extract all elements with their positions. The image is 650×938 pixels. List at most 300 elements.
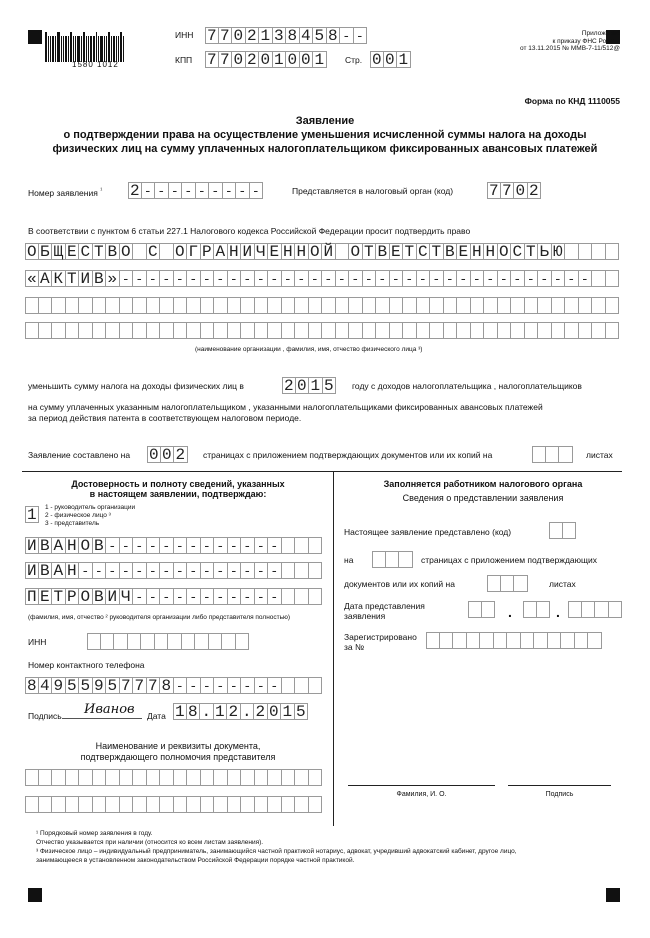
appendix-line-3: от 13.11.2015 № ММВ-7-11/512@	[520, 45, 620, 52]
char-cell: -	[457, 270, 471, 287]
char-cell: -	[160, 537, 174, 554]
char-cell	[106, 796, 120, 813]
char-cell: -	[214, 677, 228, 694]
officer-sheets-cells	[487, 575, 528, 592]
date-label: Дата	[147, 711, 166, 721]
char-cell	[120, 297, 134, 314]
char-cell	[471, 322, 485, 339]
char-cell: -	[214, 588, 228, 605]
char-cell: 1	[259, 27, 273, 44]
char-cell: Е	[268, 243, 282, 260]
char-cell	[214, 322, 228, 339]
char-cell: Т	[66, 270, 80, 287]
char-cell	[101, 633, 115, 650]
officer-signature-line	[508, 785, 611, 786]
char-cell	[609, 601, 623, 618]
char-cell: 5	[295, 703, 309, 720]
char-cell: -	[511, 270, 525, 287]
char-cell: -	[155, 182, 169, 199]
char-cell	[39, 297, 53, 314]
reduce-text-3: за период действия патента в соответствующем налоговом периоде.	[28, 413, 302, 423]
reduce-text-2: на сумму уплаченных указанным налогоплательщиком , указанными налогоплательщиками фиксированных авансовых платежей	[28, 402, 543, 412]
char-cell: -	[228, 562, 242, 579]
char-cell: 7	[147, 677, 161, 694]
char-cell: 9	[93, 677, 107, 694]
char-cell: О	[174, 243, 188, 260]
char-cell	[295, 537, 309, 554]
barcode-bar	[57, 32, 60, 62]
registered-label	[344, 632, 417, 652]
char-cell: -	[268, 562, 282, 579]
char-cell	[322, 297, 336, 314]
char-cell	[282, 588, 296, 605]
char-cell: -	[430, 270, 444, 287]
title-line-2: о подтверждении права на осуществление уменьшения исчисленной суммы налога на доходы	[63, 129, 587, 141]
char-cell: -	[187, 677, 201, 694]
footnote-3a: ³ Физическое лицо – индивидуальный предприниматель, занимающийся частной практикой нотариус, адвокат, учредивший адвокатский кабинет, другое лицо,	[36, 848, 517, 855]
officer-on-label: на	[344, 555, 354, 565]
char-cell	[228, 769, 242, 786]
submission-date-label	[344, 601, 425, 621]
char-cell	[93, 769, 107, 786]
char-cell	[66, 297, 80, 314]
char-cell: -	[255, 677, 269, 694]
role-option-3: 3 - представитель	[45, 520, 100, 527]
char-cell	[538, 297, 552, 314]
char-cell: -	[196, 182, 210, 199]
char-cell: Т	[430, 243, 444, 260]
char-cell	[174, 322, 188, 339]
char-cell	[372, 551, 386, 568]
char-cell	[501, 575, 515, 592]
char-cell: 8	[187, 703, 201, 720]
char-cell: 0	[161, 446, 175, 463]
char-cell: -	[174, 588, 188, 605]
char-cell	[482, 601, 496, 618]
char-cell	[471, 297, 485, 314]
authority-document-line-1	[25, 769, 322, 786]
char-cell: Н	[471, 243, 485, 260]
char-cell	[430, 297, 444, 314]
char-cell	[453, 632, 467, 649]
officer-sheets-label: листах	[549, 579, 576, 589]
char-cell	[79, 796, 93, 813]
char-cell: Е	[66, 243, 80, 260]
surname-cells	[25, 537, 322, 554]
reduce-label: уменьшить сумму налога на доходы физических лиц в	[28, 381, 244, 391]
char-cell	[195, 633, 209, 650]
char-cell	[309, 769, 323, 786]
barcode-bar	[77, 36, 80, 62]
char-cell: О	[79, 537, 93, 554]
char-cell: 5	[79, 677, 93, 694]
submission-month-cells	[523, 601, 550, 618]
char-cell	[579, 322, 593, 339]
char-cell: А	[52, 562, 66, 579]
inn-label: ИНН	[175, 30, 194, 40]
char-cell: 8	[327, 27, 341, 44]
char-cell: -	[525, 270, 539, 287]
char-cell	[514, 575, 528, 592]
char-cell: -	[106, 562, 120, 579]
appendix-note	[520, 30, 620, 53]
char-cell: -	[174, 562, 188, 579]
kpp-label: КПП	[175, 55, 193, 65]
char-cell: -	[160, 588, 174, 605]
char-cell: О	[309, 243, 323, 260]
signer-role-options	[45, 504, 135, 528]
char-cell	[575, 632, 589, 649]
char-cell	[525, 322, 539, 339]
submitted-code-label: Настоящее заявление представлено (код)	[344, 527, 512, 537]
pages-count-cells	[147, 446, 188, 463]
application-number-label	[28, 186, 102, 198]
char-cell	[214, 796, 228, 813]
char-cell	[579, 243, 593, 260]
authority-document-heading-line-2: подтверждающего полномочия представителя	[80, 752, 276, 762]
char-cell: -	[354, 27, 368, 44]
char-cell	[128, 633, 142, 650]
char-cell: -	[255, 537, 269, 554]
char-cell	[39, 796, 53, 813]
char-cell: -	[579, 270, 593, 287]
barcode-bar	[104, 36, 105, 62]
char-cell: В	[93, 537, 107, 554]
char-cell	[79, 297, 93, 314]
barcode-bar	[106, 36, 107, 62]
char-cell: Н	[282, 243, 296, 260]
barcode-bar	[48, 36, 49, 62]
char-cell	[255, 796, 269, 813]
char-cell: Ч	[120, 588, 134, 605]
signer-inn-cells	[87, 633, 249, 650]
char-cell: 1	[313, 51, 327, 68]
barcode-bar	[93, 36, 95, 62]
char-cell	[120, 769, 134, 786]
char-cell	[295, 769, 309, 786]
char-cell: -	[268, 677, 282, 694]
char-cell	[565, 322, 579, 339]
char-cell	[309, 562, 323, 579]
char-cell: Щ	[52, 243, 66, 260]
char-cell	[430, 322, 444, 339]
authority-label: Представляется в налоговый орган (код)	[292, 186, 454, 196]
char-cell: 3	[273, 27, 287, 44]
char-cell	[549, 522, 563, 539]
char-cell: -	[250, 182, 264, 199]
char-cell	[255, 322, 269, 339]
char-cell: -	[160, 270, 174, 287]
char-cell	[106, 769, 120, 786]
char-cell	[532, 446, 546, 463]
char-cell	[565, 243, 579, 260]
char-cell: «	[26, 270, 37, 288]
char-cell: В	[444, 243, 458, 260]
reduce-text-1: году с доходов налогоплательщика , налогоплательщиков	[352, 381, 582, 391]
char-cell: 1	[26, 506, 37, 524]
registration-marker-bottom-right	[606, 888, 620, 902]
registered-label-line-1: Зарегистрировано	[344, 632, 417, 642]
char-cell: Ь	[538, 243, 552, 260]
char-cell: 0	[232, 27, 246, 44]
char-cell	[606, 270, 620, 287]
char-cell: Т	[93, 243, 107, 260]
sheets-label: листах	[586, 450, 613, 460]
char-cell	[336, 297, 350, 314]
char-cell	[309, 322, 323, 339]
char-cell: И	[241, 243, 255, 260]
application-number-label-text: Номер заявления	[28, 187, 98, 198]
appendix-line-2: к приказу ФНС России	[552, 37, 620, 45]
authority-document-heading	[28, 741, 328, 763]
char-cell	[336, 243, 350, 260]
submission-year-cells	[568, 601, 622, 618]
char-cell: 7	[206, 51, 217, 69]
char-cell: -	[214, 537, 228, 554]
char-cell: 0	[268, 703, 282, 720]
char-cell: 2	[254, 703, 268, 720]
char-cell: 7	[219, 27, 233, 44]
char-cell	[579, 297, 593, 314]
char-cell	[147, 769, 161, 786]
char-cell: -	[552, 270, 566, 287]
char-cell	[147, 322, 161, 339]
char-cell: -	[498, 270, 512, 287]
char-cell: 0	[232, 51, 246, 68]
barcode-bar	[73, 36, 74, 62]
char-cell: -	[471, 270, 485, 287]
char-cell: -	[241, 562, 255, 579]
char-cell: -	[363, 270, 377, 287]
char-cell	[309, 537, 323, 554]
char-cell	[487, 575, 501, 592]
char-cell: 4	[300, 27, 314, 44]
officer-docs-text: документов или их копий на	[344, 579, 455, 589]
char-cell	[168, 633, 182, 650]
char-cell	[201, 322, 215, 339]
organization-name-line-4	[25, 322, 619, 339]
char-cell	[282, 537, 296, 554]
char-cell: И	[79, 270, 93, 287]
fio-caption: (фамилия, имя, отчество ² руководителя организации либо представителя полностью)	[28, 614, 291, 621]
char-cell	[241, 769, 255, 786]
page-label: Стр.	[345, 55, 363, 65]
char-cell	[295, 562, 309, 579]
char-cell	[268, 796, 282, 813]
char-cell	[534, 632, 548, 649]
char-cell	[187, 322, 201, 339]
char-cell: 5	[66, 677, 80, 694]
char-cell: -	[160, 562, 174, 579]
char-cell: -	[241, 537, 255, 554]
application-number-footnote-mark: ¹	[100, 188, 103, 194]
char-cell: -	[214, 270, 228, 287]
char-cell	[349, 322, 363, 339]
char-cell	[282, 769, 296, 786]
char-cell: -	[133, 270, 147, 287]
application-number-cells	[128, 182, 263, 199]
char-cell: -	[133, 537, 147, 554]
char-cell	[87, 633, 101, 650]
char-cell: 1	[281, 703, 295, 720]
char-cell	[565, 297, 579, 314]
signature-line	[62, 718, 142, 719]
confirmation-heading-line-2: в настоящем заявлении, подтверждаю:	[89, 489, 267, 499]
char-cell	[363, 297, 377, 314]
char-cell	[209, 633, 223, 650]
char-cell: 4	[39, 677, 53, 694]
char-cell: 5	[313, 27, 327, 44]
char-cell	[484, 322, 498, 339]
char-cell: 7	[133, 677, 147, 694]
char-cell	[282, 322, 296, 339]
char-cell: -	[255, 270, 269, 287]
char-cell: -	[93, 562, 107, 579]
char-cell	[160, 297, 174, 314]
char-cell	[588, 632, 602, 649]
char-cell	[444, 322, 458, 339]
barcode-bar	[86, 36, 87, 62]
section-divider-vertical	[333, 471, 334, 826]
char-cell	[399, 551, 413, 568]
char-cell	[537, 601, 551, 618]
char-cell: 7	[206, 27, 217, 45]
char-cell: В	[39, 537, 53, 554]
char-cell	[268, 769, 282, 786]
authority-document-line-2	[25, 796, 322, 813]
char-cell	[255, 297, 269, 314]
char-cell	[417, 322, 431, 339]
char-cell: 0	[286, 51, 300, 68]
barcode-bar	[98, 36, 99, 62]
barcode-bar	[90, 36, 92, 62]
char-cell	[417, 297, 431, 314]
char-cell: 2	[227, 703, 241, 720]
char-cell: 0	[296, 377, 310, 394]
char-cell	[552, 297, 566, 314]
registered-label-line-2: за №	[344, 642, 365, 652]
role-option-1: 1 - руководитель организации	[45, 504, 136, 511]
char-cell	[282, 677, 296, 694]
barcode	[45, 30, 127, 62]
footnote-2: Отчество указывается при наличии (относится ко всем листам заявления).	[36, 839, 264, 846]
char-cell	[498, 322, 512, 339]
char-cell	[52, 297, 66, 314]
page-cells	[370, 51, 411, 68]
document-title	[20, 114, 630, 156]
char-cell	[52, 769, 66, 786]
char-cell	[403, 322, 417, 339]
char-cell	[592, 297, 606, 314]
char-cell: -	[120, 270, 134, 287]
char-cell: И	[26, 537, 37, 555]
char-cell	[133, 297, 147, 314]
char-cell: Н	[295, 243, 309, 260]
pages-text: страницах с приложением подтверждающих документов или их копий на	[203, 450, 493, 460]
char-cell	[25, 796, 39, 813]
inn-cells	[205, 27, 367, 44]
char-cell	[228, 322, 242, 339]
barcode-bar	[81, 36, 82, 62]
officer-name-line	[348, 785, 495, 786]
char-cell	[457, 297, 471, 314]
confirmation-heading	[28, 479, 328, 499]
char-cell: С	[79, 243, 93, 260]
organization-name-caption: (наименование организации , фамилия, имя, отчество физического лица ³)	[195, 346, 423, 353]
barcode-bar	[83, 32, 85, 62]
char-cell	[582, 601, 596, 618]
barcode-bar	[116, 36, 117, 62]
phone-cells	[25, 677, 322, 694]
char-cell	[25, 769, 39, 786]
signer-inn-label: ИНН	[28, 637, 47, 647]
char-cell	[214, 769, 228, 786]
footnotes	[36, 829, 517, 865]
char-cell: 5	[323, 377, 337, 394]
char-cell: -	[295, 270, 309, 287]
phone-label: Номер контактного телефона	[28, 660, 145, 670]
char-cell: -	[268, 588, 282, 605]
barcode-bar	[108, 32, 110, 62]
char-cell	[498, 297, 512, 314]
char-cell: Т	[403, 243, 417, 260]
char-cell	[363, 322, 377, 339]
char-cell: -	[255, 588, 269, 605]
char-cell: П	[26, 588, 37, 606]
authority-document-heading-line-1: Наименование и реквизиты документа,	[95, 741, 261, 751]
char-cell	[592, 243, 606, 260]
signer-role-cell	[25, 506, 39, 523]
char-cell	[309, 297, 323, 314]
char-cell: 1	[174, 703, 185, 721]
char-cell: Н	[66, 562, 80, 579]
char-cell	[484, 297, 498, 314]
char-cell	[187, 297, 201, 314]
char-cell	[592, 270, 606, 287]
char-cell: 1	[273, 51, 287, 68]
char-cell	[376, 322, 390, 339]
char-cell	[93, 322, 107, 339]
char-cell	[606, 322, 620, 339]
char-cell: С	[511, 243, 525, 260]
date-separator-2: .	[556, 604, 560, 620]
char-cell	[521, 632, 535, 649]
char-cell: -	[538, 270, 552, 287]
char-cell	[187, 796, 201, 813]
char-cell: -	[403, 270, 417, 287]
barcode-bar	[100, 36, 103, 62]
char-cell: -	[565, 270, 579, 287]
char-cell: -	[187, 270, 201, 287]
char-cell: 0	[259, 51, 273, 68]
char-cell	[241, 297, 255, 314]
char-cell	[66, 796, 80, 813]
char-cell: -	[169, 182, 183, 199]
char-cell	[538, 322, 552, 339]
char-cell: 2	[174, 446, 188, 463]
char-cell: .	[200, 703, 214, 720]
char-cell	[468, 601, 482, 618]
char-cell	[106, 322, 120, 339]
char-cell: И	[106, 588, 120, 605]
char-cell: -	[214, 562, 228, 579]
char-cell: 1	[214, 703, 228, 720]
char-cell	[511, 322, 525, 339]
char-cell: 7	[501, 182, 515, 199]
barcode-number: 1580 1012	[72, 60, 119, 69]
char-cell	[403, 297, 417, 314]
char-cell	[295, 796, 309, 813]
